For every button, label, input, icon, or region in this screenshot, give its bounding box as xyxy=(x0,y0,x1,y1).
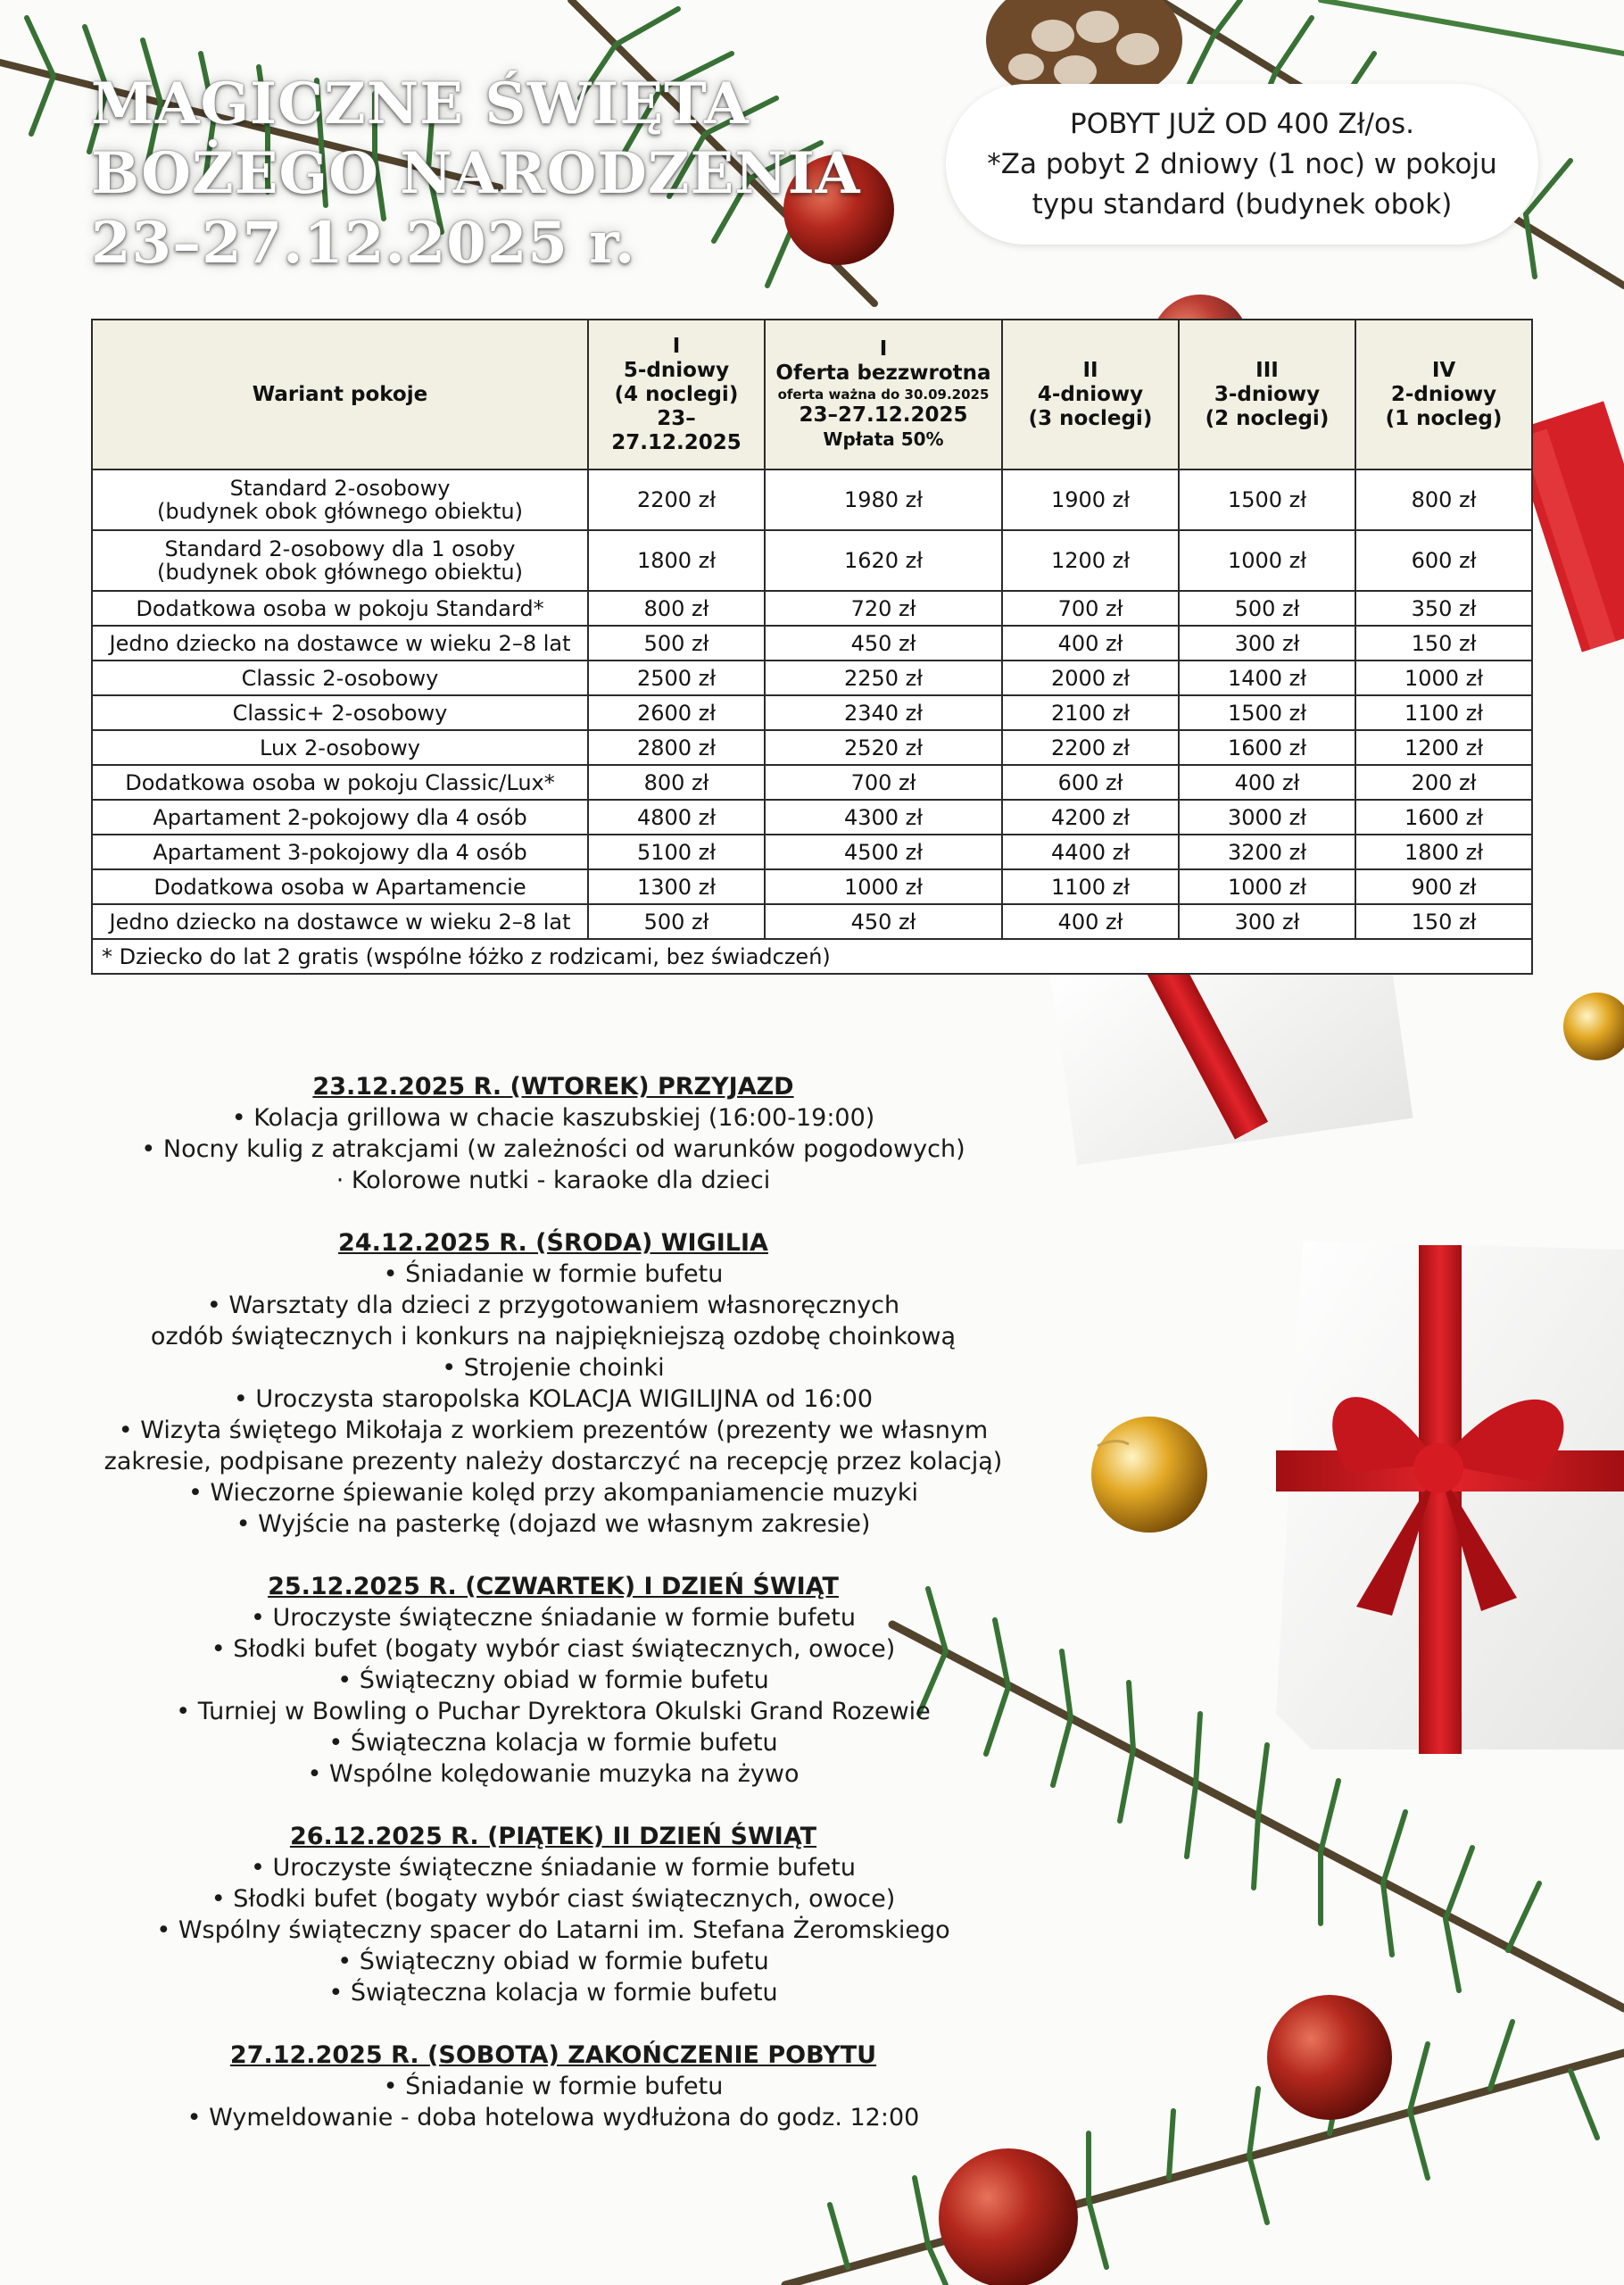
schedule-item: • Strojenie choinki xyxy=(442,1354,665,1382)
price-cell: 4200 zł xyxy=(1002,800,1179,835)
price-cell: 1620 zł xyxy=(765,530,1002,591)
price-cell: 5100 zł xyxy=(588,835,765,869)
title-line: 23–27.12.2025 r. xyxy=(91,210,636,277)
price-cell: 1400 zł xyxy=(1179,661,1355,695)
price-cell: 600 zł xyxy=(1355,530,1532,591)
price-cell: 150 zł xyxy=(1355,904,1532,939)
price-cell: 720 zł xyxy=(765,591,1002,626)
schedule-item: • Uroczyste świąteczne śniadanie w formie bufetu xyxy=(251,1854,856,1882)
red-bauble xyxy=(939,2148,1078,2285)
price-cell: 1800 zł xyxy=(588,530,765,591)
promo-badge xyxy=(946,84,1538,245)
price-cell: 1000 zł xyxy=(1179,869,1355,904)
price-cell: 1300 zł xyxy=(588,869,765,904)
table-footnote-row xyxy=(92,939,1532,974)
price-cell: 450 zł xyxy=(765,626,1002,661)
price-cell: 1980 zł xyxy=(765,469,1002,530)
price-cell: 2200 zł xyxy=(588,469,765,530)
day-title: 25.12.2025 R. (CZWARTEK) I DZIEŃ ŚWIĄT xyxy=(268,1573,839,1600)
price-cell: 800 zł xyxy=(588,591,765,626)
header-col-3-day: III 3-dniowy (2 noclegi) xyxy=(1179,320,1355,469)
schedule-item: • Uroczyste świąteczne śniadanie w formie bufetu xyxy=(251,1604,856,1632)
table-row xyxy=(92,869,1532,904)
schedule-day xyxy=(54,1071,1053,1196)
price-cell: 450 zł xyxy=(765,904,1002,939)
price-cell: 300 zł xyxy=(1179,626,1355,661)
price-cell: 1900 zł xyxy=(1002,469,1179,530)
room-name-cell: Apartament 3-pokojowy dla 4 osób xyxy=(92,835,588,869)
table-row xyxy=(92,591,1532,626)
price-cell: 150 zł xyxy=(1355,626,1532,661)
schedule-item: • Uroczysta staropolska KOLACJA WIGILIJNA od 16:00 xyxy=(233,1385,874,1413)
table-row xyxy=(92,695,1532,730)
table-row xyxy=(92,765,1532,800)
table-footnote: * Dziecko do lat 2 gratis (wspólne łóżko z rodzicami, bez świadczeń) xyxy=(92,939,1532,974)
price-cell: 4300 zł xyxy=(765,800,1002,835)
header-col-non-refundable: I Oferta bezzwrotna oferta ważna do 30.09.2025 23–27.12.2025 Wpłata 50% xyxy=(765,320,1002,469)
schedule-item: • Wymeldowanie - doba hotelowa wydłużona do godz. 12:00 xyxy=(186,2104,920,2131)
table-row xyxy=(92,661,1532,695)
table-row xyxy=(92,904,1532,939)
table-row xyxy=(92,469,1532,530)
header-col-5-day: I 5-dniowy (4 noclegi) 23–27.12.2025 xyxy=(588,320,765,469)
table-row xyxy=(92,835,1532,869)
price-cell: 1000 zł xyxy=(1355,661,1532,695)
price-cell: 500 zł xyxy=(1179,591,1355,626)
price-cell: 2340 zł xyxy=(765,695,1002,730)
schedule-item: ozdób świątecznych i konkurs na najpiękniejszą ozdobę choinkową xyxy=(150,1323,957,1350)
gold-bauble xyxy=(1563,993,1624,1060)
room-name-cell: Jedno dziecko na dostawce w wieku 2–8 lat xyxy=(92,626,588,661)
price-cell: 1600 zł xyxy=(1355,800,1532,835)
schedule-item: • Warsztaty dla dzieci z przygotowaniem własnoręcznych xyxy=(206,1292,900,1319)
room-name-cell: Standard 2-osobowy (budynek obok głównego obiektu) xyxy=(92,469,588,530)
price-cell: 400 zł xyxy=(1179,765,1355,800)
price-cell: 2000 zł xyxy=(1002,661,1179,695)
price-cell: 500 zł xyxy=(588,626,765,661)
price-cell: 350 zł xyxy=(1355,591,1532,626)
room-name-cell: Classic 2-osobowy xyxy=(92,661,588,695)
room-name-cell: Lux 2-osobowy xyxy=(92,730,588,765)
room-name-cell: Dodatkowa osoba w Apartamencie xyxy=(92,869,588,904)
price-table xyxy=(91,319,1533,975)
promo-line: POBYT JUŻ OD 400 Zł/os. xyxy=(1070,107,1414,140)
schedule-item: • Nocny kulig z atrakcjami (w zależności od warunków pogodowych) xyxy=(141,1135,965,1163)
price-cell: 500 zł xyxy=(588,904,765,939)
room-name-cell: Dodatkowa osoba w pokoju Classic/Lux* xyxy=(92,765,588,800)
schedule-item: • Wieczorne śpiewanie kolęd przy akompaniamencie muzyki xyxy=(187,1479,919,1507)
room-name-cell: Classic+ 2-osobowy xyxy=(92,695,588,730)
schedule-item: • Świąteczna kolacja w formie bufetu xyxy=(328,1729,778,1757)
schedule-item: • Wizyta świętego Mikołaja z workiem prezentów (prezenty we własnym xyxy=(118,1417,989,1444)
table-header-row xyxy=(92,320,1532,469)
title-line: MAGICZNE ŚWIĘTA xyxy=(91,71,750,137)
price-cell: 2200 zł xyxy=(1002,730,1179,765)
page-title xyxy=(91,70,860,278)
schedule-item: • Kolacja grillowa w chacie kaszubskiej (16:00-19:00) xyxy=(231,1104,875,1132)
header-col-4-day: II 4-dniowy (3 noclegi) xyxy=(1002,320,1179,469)
price-cell: 1000 zł xyxy=(765,869,1002,904)
schedule-day xyxy=(54,1227,1053,1540)
price-cell: 2600 zł xyxy=(588,695,765,730)
gold-bauble xyxy=(1091,1417,1207,1533)
price-cell: 2520 zł xyxy=(765,730,1002,765)
table-row xyxy=(92,800,1532,835)
header-room-variant: Wariant pokoje xyxy=(92,320,588,469)
room-name-cell: Dodatkowa osoba w pokoju Standard* xyxy=(92,591,588,626)
promo-line: *Za pobyt 2 dniowy (1 noc) w pokoju xyxy=(987,147,1497,180)
schedule-item: • Turniej w Bowling o Puchar Dyrektora Okulski Grand Rozewie xyxy=(176,1698,931,1725)
price-cell: 1800 zł xyxy=(1355,835,1532,869)
price-cell: 4400 zł xyxy=(1002,835,1179,869)
title-line: BOŻEGO NARODZENIA xyxy=(91,140,861,207)
schedule-item: • Słodki bufet (bogaty wybór ciast świątecznych, owoce) xyxy=(211,1885,896,1913)
price-cell: 1500 zł xyxy=(1179,695,1355,730)
holiday-schedule xyxy=(54,1071,1053,2165)
price-cell: 400 zł xyxy=(1002,626,1179,661)
red-bauble xyxy=(1267,1995,1392,2120)
price-cell: 1100 zł xyxy=(1002,869,1179,904)
price-cell: 3200 zł xyxy=(1179,835,1355,869)
price-cell: 400 zł xyxy=(1002,904,1179,939)
schedule-item: • Śniadanie w formie bufetu xyxy=(383,2073,724,2100)
table-row xyxy=(92,626,1532,661)
price-cell: 800 zł xyxy=(588,765,765,800)
schedule-item: • Świąteczny obiad w formie bufetu xyxy=(337,1666,769,1694)
schedule-item: • Wspólne kolędowanie muzyka na żywo xyxy=(307,1760,800,1788)
price-cell: 2500 zł xyxy=(588,661,765,695)
day-title: 26.12.2025 R. (PIĄTEK) II DZIEŃ ŚWIĄT xyxy=(289,1823,817,1850)
price-cell: 4500 zł xyxy=(765,835,1002,869)
price-cell: 700 zł xyxy=(765,765,1002,800)
schedule-day xyxy=(54,2040,1053,2133)
schedule-item: • Świąteczny obiad w formie bufetu xyxy=(337,1948,769,1975)
price-cell: 1000 zł xyxy=(1179,530,1355,591)
room-name-cell: Standard 2-osobowy dla 1 osoby (budynek obok głównego obiektu) xyxy=(92,530,588,591)
price-cell: 300 zł xyxy=(1179,904,1355,939)
schedule-item: · Kolorowe nutki - karaoke dla dzieci xyxy=(336,1167,771,1194)
price-cell: 1200 zł xyxy=(1355,730,1532,765)
price-cell: 200 zł xyxy=(1355,765,1532,800)
white-gift-box-large xyxy=(1276,1241,1624,1754)
day-title: 23.12.2025 R. (WTOREK) PRZYJAZD xyxy=(312,1073,794,1101)
price-cell: 1600 zł xyxy=(1179,730,1355,765)
price-cell: 4800 zł xyxy=(588,800,765,835)
header-col-2-day: IV 2-dniowy (1 nocleg) xyxy=(1355,320,1532,469)
room-name-cell: Jedno dziecko na dostawce w wieku 2–8 lat xyxy=(92,904,588,939)
table-row xyxy=(92,530,1532,591)
room-name-cell: Apartament 2-pokojowy dla 4 osób xyxy=(92,800,588,835)
table-row xyxy=(92,730,1532,765)
schedule-day xyxy=(54,1821,1053,2008)
price-cell: 900 zł xyxy=(1355,869,1532,904)
price-cell: 3000 zł xyxy=(1179,800,1355,835)
schedule-item: • Wyjście na pasterkę (dojazd we własnym zakresie) xyxy=(236,1510,871,1538)
price-cell: 800 zł xyxy=(1355,469,1532,530)
schedule-item: zakresie, podpisane prezenty należy dostarczyć na recepcję przez kolacją) xyxy=(104,1448,1003,1475)
price-cell: 1200 zł xyxy=(1002,530,1179,591)
schedule-day xyxy=(54,1571,1053,1790)
day-title: 27.12.2025 R. (SOBOTA) ZAKOŃCZENIE POBYTU xyxy=(229,2041,877,2069)
price-cell: 2250 zł xyxy=(765,661,1002,695)
schedule-item: • Świąteczna kolacja w formie bufetu xyxy=(328,1979,778,2007)
day-title: 24.12.2025 R. (ŚRODA) WIGILIA xyxy=(338,1229,768,1257)
price-cell: 1100 zł xyxy=(1355,695,1532,730)
price-cell: 700 zł xyxy=(1002,591,1179,626)
promo-line: typu standard (budynek obok) xyxy=(1032,187,1453,220)
price-cell: 1500 zł xyxy=(1179,469,1355,530)
price-cell: 2800 zł xyxy=(588,730,765,765)
price-cell: 2100 zł xyxy=(1002,695,1179,730)
schedule-item: • Słodki bufet (bogaty wybór ciast świątecznych, owoce) xyxy=(211,1635,896,1663)
price-cell: 600 zł xyxy=(1002,765,1179,800)
schedule-item: • Śniadanie w formie bufetu xyxy=(383,1260,724,1288)
schedule-item: • Wspólny świąteczny spacer do Latarni im. Stefana Żeromskiego xyxy=(156,1916,950,1944)
